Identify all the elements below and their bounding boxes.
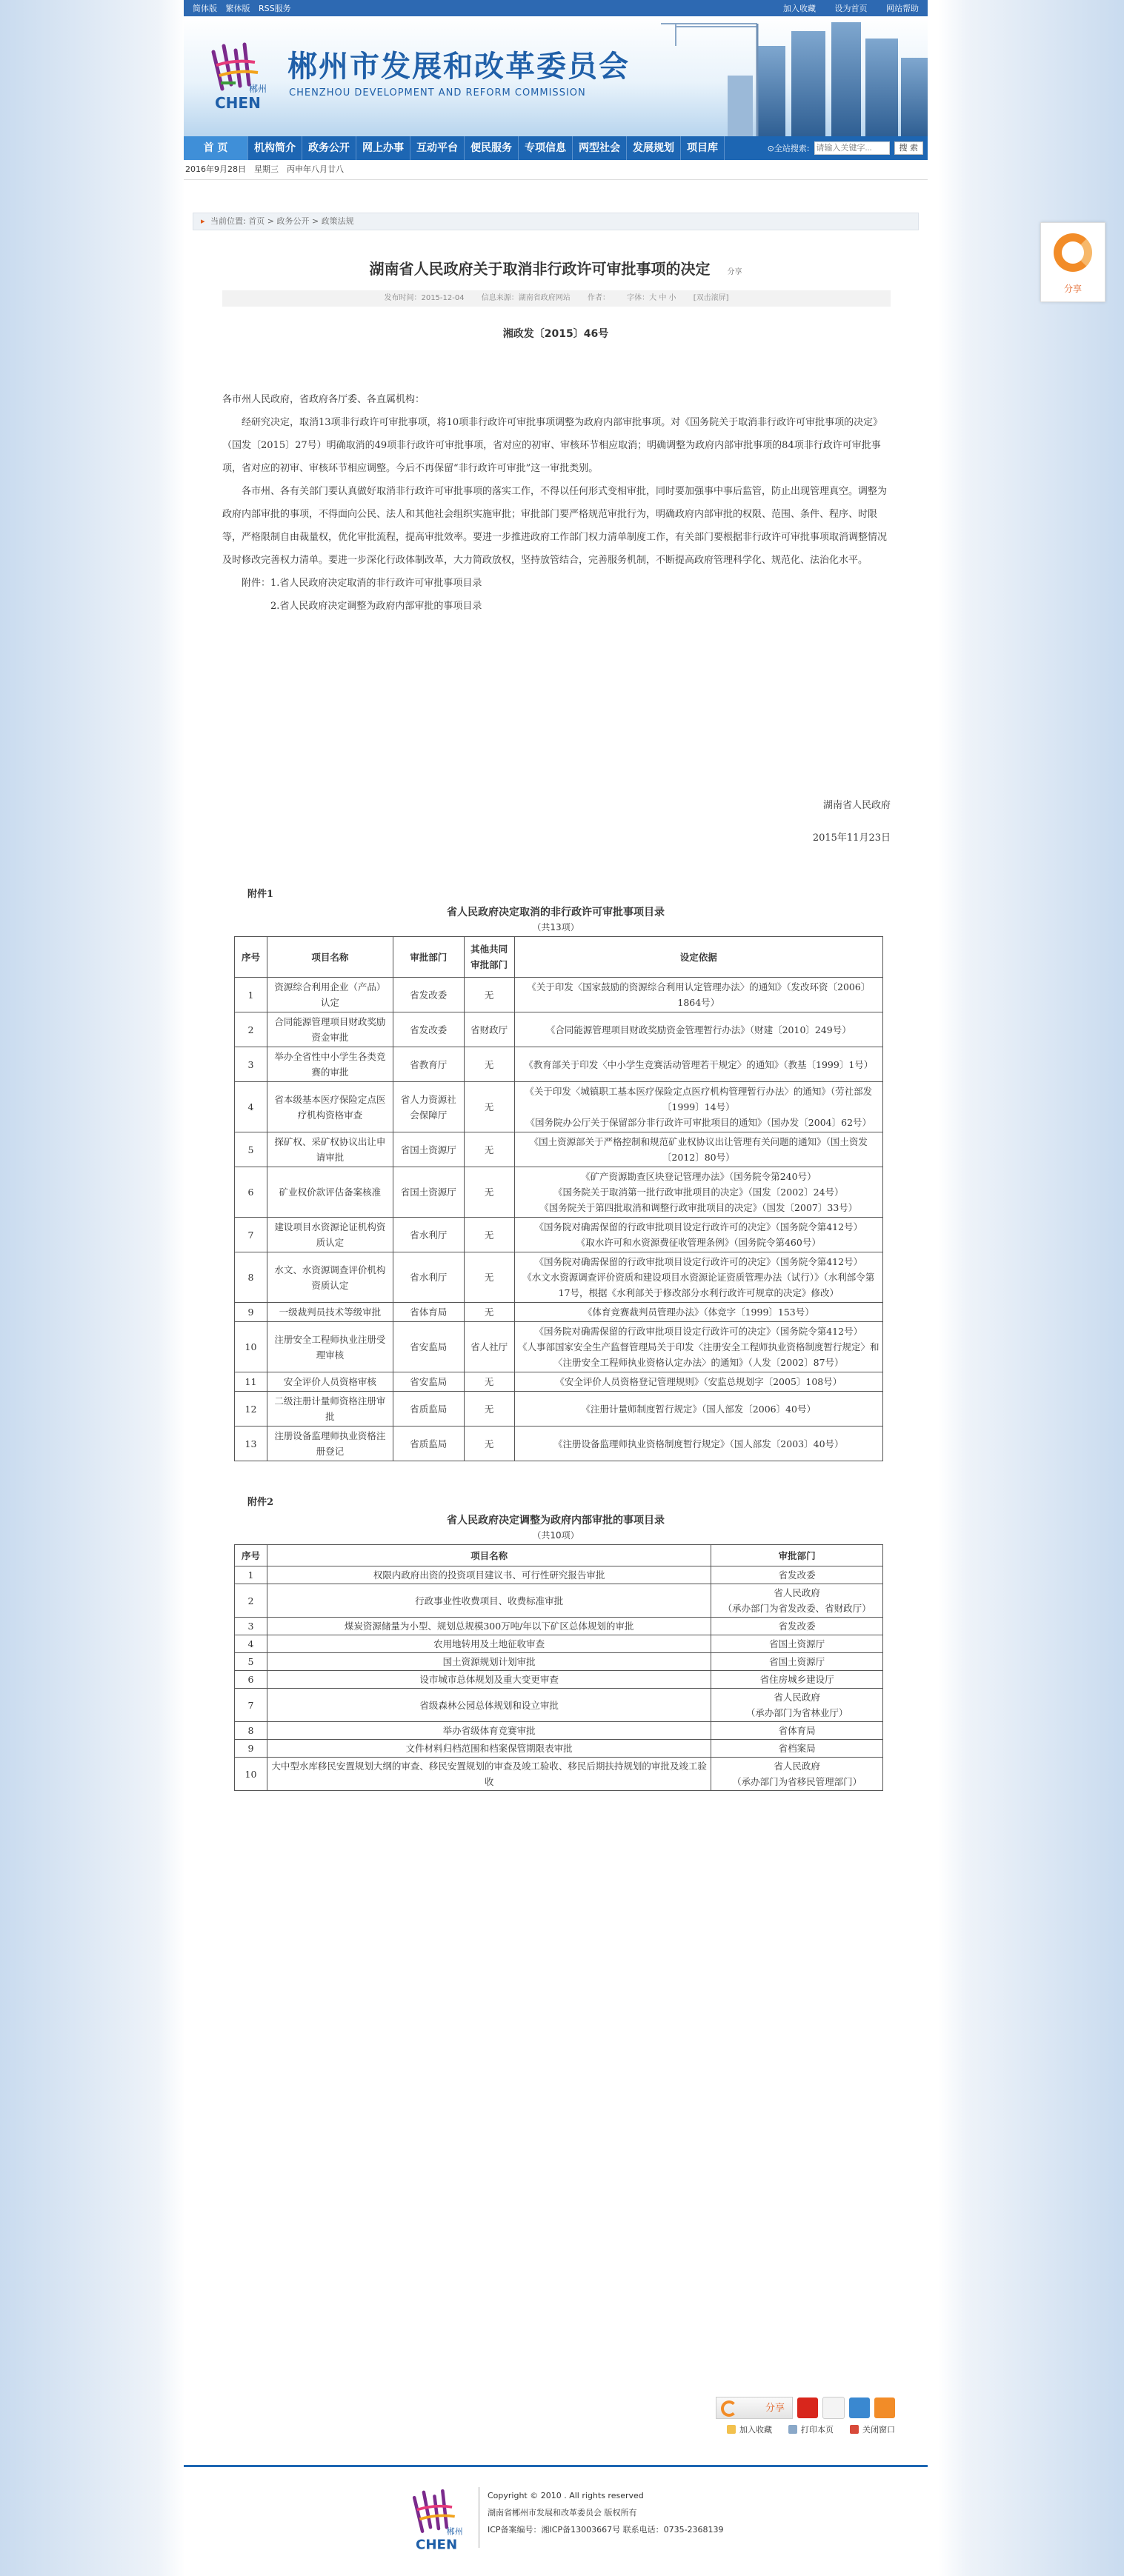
item-name: 矿业权价款评估备案核准 [267,1167,393,1218]
approval-dept: 省质监局 [393,1427,464,1461]
item-name: 安全评价人员资格审核 [267,1372,393,1392]
approval-dept: 省国土资源厅 [711,1653,883,1671]
approval-dept: 省住房城乡建设厅 [711,1671,883,1689]
table-row [235,1303,883,1322]
item-name: 探矿权、采矿权协议出让申请审批 [267,1132,393,1167]
attachment1-title: 省人民政府决定取消的非行政许可审批事项目录 [447,907,665,918]
table-row [235,1740,883,1758]
site-banner [184,16,928,136]
table-row [235,1082,883,1132]
legal-basis: 《体育竞赛裁判员管理办法》（体竞字〔1999〕153号） [514,1303,882,1322]
row-number: 1 [235,978,267,1012]
approval-dept: 省安监局 [393,1372,464,1392]
co-approval-dept: 省人社厅 [464,1322,514,1372]
row-number: 10 [235,1758,267,1791]
table-row [235,978,883,1012]
approval-dept: 省质监局 [393,1392,464,1427]
legal-basis: 《矿产资源勘查区块登记管理办法》（国务院令第240号） 《国务院关于取消第一批行政审批项目的决定》（国发〔2002〕24号） 《国务院关于第四批取消和调整行政审批项目的决定》（国发〔2007〕33号） [514,1167,882,1218]
approval-dept: 省安监局 [393,1322,464,1372]
co-approval-dept: 无 [464,1252,514,1303]
approval-dept: 省体育局 [393,1303,464,1322]
small-share-button[interactable]: 分享 [727,268,742,276]
item-name: 注册安全工程师执业注册受理审核 [267,1322,393,1372]
legal-basis: 《国务院对确需保留的行政审批项目设定行政许可的决定》（国务院令第412号） 《取水许可和水资源费征收管理条例》（国务院令第460号） [514,1218,882,1252]
item-name: 大中型水库移民安置规划大纲的审查、移民安置规划的审查及竣工验收、移民后期扶持规划的审批及竣工验收 [267,1758,711,1791]
nav-gov-affairs[interactable]: 政务公开 [302,136,356,160]
table-header-row [235,1545,883,1566]
approval-dept: 省发改委 [393,1012,464,1047]
row-number: 6 [235,1671,267,1689]
approval-dept: 省国土资源厅 [711,1635,883,1653]
item-name: 煤炭资源储量为小型、规划总规模300万吨/年以下矿区总体规划的审批 [267,1618,711,1635]
attachment1-label: 附件1 [247,889,274,900]
approval-dept: 省体育局 [711,1722,883,1740]
sign-date: 2015年11月23日 [812,832,891,844]
row-number: 4 [235,1635,267,1653]
attachment2-label: 附件2 [247,1497,274,1508]
table-row [235,1132,883,1167]
breadcrumb-arrow-icon: ▸ [201,216,205,226]
legal-basis: 《教育部关于印发〈中小学生竞赛活动管理若干规定〉的通知》（教基〔1999〕1号） [514,1047,882,1082]
action-print[interactable] [788,2423,834,2435]
page-actions [694,2423,895,2435]
meta-author: 作者： [587,294,610,302]
table-header-row [235,937,883,978]
item-name: 举办省级体育竞赛审批 [267,1722,711,1740]
footer-copyright: Copyright © 2010 . All rights reserved [488,2491,644,2500]
breadcrumb-home[interactable]: 首页 [248,216,265,226]
attachment1-count: （共13项） [532,922,579,932]
item-name: 资源综合利用企业（产品）认定 [267,978,393,1012]
item-name: 国土资源规划计划审批 [267,1653,711,1671]
approval-dept: 省发改委 [393,978,464,1012]
city-skyline-image [646,16,928,136]
site-search [768,141,928,155]
breadcrumb-policy[interactable]: 政策法规 [321,216,354,226]
header-cell: 审批部门 [711,1545,883,1566]
site-logo[interactable] [206,37,273,119]
co-approval-dept: 无 [464,978,514,1012]
item-name: 注册设备监理师执业资格注册登记 [267,1427,393,1461]
row-number: 8 [235,1722,267,1740]
item-name: 二级注册计量师资格注册审批 [267,1392,393,1427]
item-name: 水文、水资源调查评价机构资质认定 [267,1252,393,1303]
co-approval-dept: 省财政厅 [464,1012,514,1047]
nav-public-services[interactable]: 便民服务 [465,136,519,160]
table-row [235,1167,883,1218]
body-attachment-2: 2.省人民政府决定调整为政府内部审批的事项目录 [270,601,482,612]
row-number: 3 [235,1618,267,1635]
row-number: 10 [235,1322,267,1372]
row-number: 13 [235,1427,267,1461]
co-approval-dept: 无 [464,1303,514,1322]
meta-font-size[interactable]: 字体：大 中 小 [627,294,676,302]
approval-dept: 省国土资源厅 [393,1132,464,1167]
share-site-icon-1[interactable] [797,2398,818,2418]
legal-basis: 《合同能源管理项目财政奖励资金管理暂行办法》（财建〔2010〕249号） [514,1012,882,1047]
row-number: 7 [235,1689,267,1722]
co-approval-dept: 无 [464,1372,514,1392]
co-approval-dept: 无 [464,1392,514,1427]
approval-dept: 省人民政府 （承办部门为省林业厅） [711,1689,883,1722]
table-row [235,1635,883,1653]
legal-basis: 《国务院对确需保留的行政审批项目设定行政许可的决定》（国务院令第412号） 《人事部国家安全生产监督管理局关于印发〈注册安全工程师执业资格制度暂行规定〉和〈注册安全工程师执业资格认定办法〉的通知》（人发〔2002〕87号） [514,1322,882,1372]
table-row [235,1722,883,1740]
legal-basis: 《国土资源部关于严格控制和规范矿业权协议出让管理有关问题的通知》（国土资发〔2012〕80号） [514,1132,882,1167]
row-number: 9 [235,1740,267,1758]
print-icon [788,2425,797,2434]
breadcrumb: ▸ 当前位置: 首页 > 政务公开 > 政策法规 [193,213,919,230]
share-button-label: 分享 [765,2403,785,2414]
article-meta [222,290,891,307]
table-row [235,1618,883,1635]
row-number: 8 [235,1252,267,1303]
nav-online-services[interactable]: 网上办事 [356,136,410,160]
signer: 湖南省人民政府 [822,800,891,811]
link-set-homepage[interactable]: 设为首页 [834,4,868,13]
header-cell: 序号 [235,937,267,978]
co-approval-dept: 无 [464,1218,514,1252]
site-subtitle: CHENZHOU DEVELOPMENT AND REFORM COMMISSION [289,87,586,99]
row-number: 2 [235,1012,267,1047]
share-logo-icon [1054,233,1092,272]
row-number: 4 [235,1082,267,1132]
share-button[interactable] [716,2397,793,2419]
main-nav [184,136,928,160]
action-label: 关闭窗口 [862,2425,895,2435]
table-row [235,1322,883,1372]
body-salutation: 各市州人民政府，省政府各厅委、各直属机构： [222,394,425,405]
close-icon [850,2425,859,2434]
footer-logo-cn-text: 郴州 [446,2526,463,2537]
legal-basis: 《关于印发〈城镇职工基本医疗保险定点医疗机构管理暂行办法〉的通知》（劳社部发〔1999〕14号） 《国务院办公厅关于保留部分非行政许可审批项目的通知》（国办发〔2004〕62号） [514,1082,882,1132]
approval-dept: 省发改委 [711,1618,883,1635]
body-attachment-1: 附件：1.省人民政府决定取消的非行政许可审批事项目录 [242,578,482,589]
body-paragraph: 经研究决定，取消13项非行政许可审批事项，将10项非行政许可审批事项调整为政府内部审批事项。对《国务院关于取消非行政许可审批事项的决定》（国发〔2015〕27号）明确取消的49项非行政许可审批事项，省对应的初审、审核环节相应取消；明确调整为政府内部审批事项的84项非行政许可审批事项，省对应的初审、审核环节相应调整。今后不再保留“非行政许可审批”这一审批类别。 [222,417,883,474]
header-cell: 审批部门 [393,937,464,978]
table-row [235,1012,883,1047]
approval-dept: 省发改委 [711,1566,883,1584]
attachment2-count: （共10项） [532,1530,579,1541]
co-approval-dept: 无 [464,1082,514,1132]
row-number: 11 [235,1372,267,1392]
nav-projects[interactable]: 项目库 [681,136,725,160]
approval-dept: 省人民政府 （承办部门为省移民管理部门） [711,1758,883,1791]
table-row [235,1392,883,1427]
share-more-icon[interactable] [874,2398,895,2418]
nav-home[interactable]: 首 页 [184,136,248,160]
co-approval-dept: 无 [464,1427,514,1461]
signature-block [222,790,891,855]
logo-cn-text: 郴州 [249,84,267,94]
row-number: 2 [235,1584,267,1618]
search-icon: ⊙ [767,143,774,153]
link-rss[interactable]: RSS服务 [259,4,291,13]
table-row [235,1653,883,1671]
share-site-icon-2[interactable] [822,2397,845,2419]
top-utility-bar [184,0,928,16]
share-site-icon-3[interactable] [849,2398,870,2418]
logo-en-text: CHEN [215,94,261,112]
row-number: 7 [235,1218,267,1252]
approval-dept: 省教育厅 [393,1047,464,1082]
item-name: 一级裁判员技术等级审批 [267,1303,393,1322]
approval-dept: 省人民政府 （承办部门为省发改委、省财政厅） [711,1584,883,1618]
search-label: 全站搜索: [774,144,810,153]
row-number: 3 [235,1047,267,1082]
header-cell: 项目名称 [267,937,393,978]
header-cell: 序号 [235,1545,267,1566]
row-number: 9 [235,1303,267,1322]
approval-dept: 省档案局 [711,1740,883,1758]
link-traditional[interactable]: 繁体版 [225,4,250,13]
share-bar [694,2397,895,2419]
search-button[interactable]: 搜 索 [894,141,924,155]
nav-two-oriented[interactable]: 两型社会 [573,136,627,160]
item-name: 设市城市总体规划及重大变更审查 [267,1671,711,1689]
floating-share-label: 分享 [1063,284,1082,294]
row-number: 5 [235,1132,267,1167]
search-input[interactable] [814,141,890,155]
approval-dept: 省人力资源社会保障厅 [393,1082,464,1132]
date-bar: 2016年9月28日 星期三 丙申年八月廿八 [184,160,928,180]
row-number: 12 [235,1392,267,1427]
page-container [184,0,928,2576]
meta-source: 信息来源：湖南省政府网站 [481,294,571,302]
item-name: 文件材料归档范围和档案保管期限表审批 [267,1740,711,1758]
table-row [235,1218,883,1252]
item-name: 行政事业性收费项目、收费标准审批 [267,1584,711,1618]
meta-scroll[interactable]: [双击滚屏] [693,294,729,302]
footer-divider [184,2465,928,2467]
co-approval-dept: 无 [464,1047,514,1082]
nav-about[interactable]: 机构简介 [248,136,302,160]
legal-basis: 《注册设备监理师执业资格制度暂行规定》（国人部发〔2003〕40号） [514,1427,882,1461]
meta-date: 发布时间：2015-12-04 [384,294,465,302]
share-toolbar [694,2397,895,2435]
item-name: 权限内政府出资的投资项目建议书、可行性研究报告审批 [267,1566,711,1584]
attachment1-table [234,936,883,1461]
article-title: 湖南省人民政府关于取消非行政许可审批事项的决定 [369,260,711,278]
item-name: 省本级基本医疗保险定点医疗机构资格审查 [267,1082,393,1132]
table-row [235,1689,883,1722]
approval-dept: 省水利厅 [393,1252,464,1303]
floating-share-widget[interactable] [1040,222,1105,302]
header-cell: 其他共同审批部门 [464,937,514,978]
footer-logo [408,2484,468,2558]
item-name: 合同能源管理项目财政奖励资金审批 [267,1012,393,1047]
breadcrumb-gov-affairs[interactable]: 政务公开 [276,216,310,226]
article-title-row [184,257,928,278]
table-row [235,1758,883,1791]
action-label: 加入收藏 [739,2425,772,2435]
body-paragraph: 各市州、各有关部门要认真做好取消非行政许可审批事项的落实工作，不得以任何形式变相审批，同时要加强事中事后监管，防止出现管理真空。调整为政府内部审批的事项，不得面向公民、法人和其他社会组织实施审批；审批部门要严格规范审批行为，明确政府内部审批的权限、范围、条件、程序、时限等，严格限制自由裁量权，优化审批流程，提高审批效率。要进一步推进政府工作部门权力清单制度工作，有关部门要根据非行政许可审批事项取消调整情况及时修改完善权力清单。要进一步深化行政体制改革，大力简政放权，坚持放管结合，完善服务机制，不断提高政府管理科学化、规范化、法治化水平。 [222,486,888,566]
table-row [235,1671,883,1689]
table-row [235,1047,883,1082]
footer-icp: ICP备案编号：湘ICP备13003667号 联系电话：0735-2368139 [488,2525,724,2535]
legal-basis: 《安全评价人员资格登记管理规则》（安监总规划字〔2005〕108号） [514,1372,882,1392]
table-row [235,1566,883,1584]
header-cell: 项目名称 [267,1545,711,1566]
link-simplified[interactable]: 简体版 [193,4,217,13]
site-title: 郴州市发展和改革委员会 [287,49,630,84]
item-name: 举办全省性中小学生各类竞赛的审批 [267,1047,393,1082]
table-row [235,1427,883,1461]
table-row [235,1372,883,1392]
footer-text [488,2487,724,2538]
link-add-favorite[interactable]: 加入收藏 [783,4,816,13]
approval-dept: 省国土资源厅 [393,1167,464,1218]
footer-owner: 湖南省郴州市发展和改革委员会 版权所有 [488,2508,637,2517]
action-add-favorite[interactable] [727,2423,772,2435]
site-footer [184,2465,928,2576]
attachment2-table [234,1544,883,1791]
attachment2-title: 省人民政府决定调整为政府内部审批的事项目录 [447,1515,665,1526]
favorite-icon [727,2425,736,2434]
share-logo-icon [721,2400,737,2417]
legal-basis: 《关于印发〈国家鼓励的资源综合利用认定管理办法〉的通知》（发改环资〔2006〕1864号） [514,978,882,1012]
breadcrumb-prefix: 当前位置: [210,216,246,226]
action-label: 打印本页 [801,2425,834,2435]
legal-basis: 《注册计量师制度暂行规定》（国人部发〔2006〕40号） [514,1392,882,1427]
item-name: 省级森林公园总体规划和设立审批 [267,1689,711,1722]
item-name: 建设项目水资源论证机构资质认定 [267,1218,393,1252]
co-approval-dept: 无 [464,1167,514,1218]
action-close-window[interactable] [850,2423,895,2435]
table-row [235,1252,883,1303]
document-number: 湘政发〔2015〕46号 [502,328,609,340]
row-number: 5 [235,1653,267,1671]
legal-basis: 《国务院对确需保留的行政审批项目设定行政许可的决定》（国务院令第412号） 《水文水资源调查评价资质和建设项目水资源论证资质管理办法（试行）》（水利部令第17号，根据《水利部关于修改部分水利行政许可规章的决定》修改） [514,1252,882,1303]
nav-interaction[interactable]: 互动平台 [410,136,465,160]
table-row [235,1584,883,1618]
co-approval-dept: 无 [464,1132,514,1167]
header-cell: 设定依据 [514,937,882,978]
approval-dept: 省水利厅 [393,1218,464,1252]
row-number: 6 [235,1167,267,1218]
footer-logo-en-text: CHEN [416,2537,458,2553]
nav-planning[interactable]: 发展规划 [627,136,681,160]
nav-special-info[interactable]: 专项信息 [519,136,573,160]
row-number: 1 [235,1566,267,1584]
link-site-help[interactable]: 网站帮助 [886,4,919,13]
article-body [222,388,891,618]
item-name: 农用地转用及土地征收审查 [267,1635,711,1653]
